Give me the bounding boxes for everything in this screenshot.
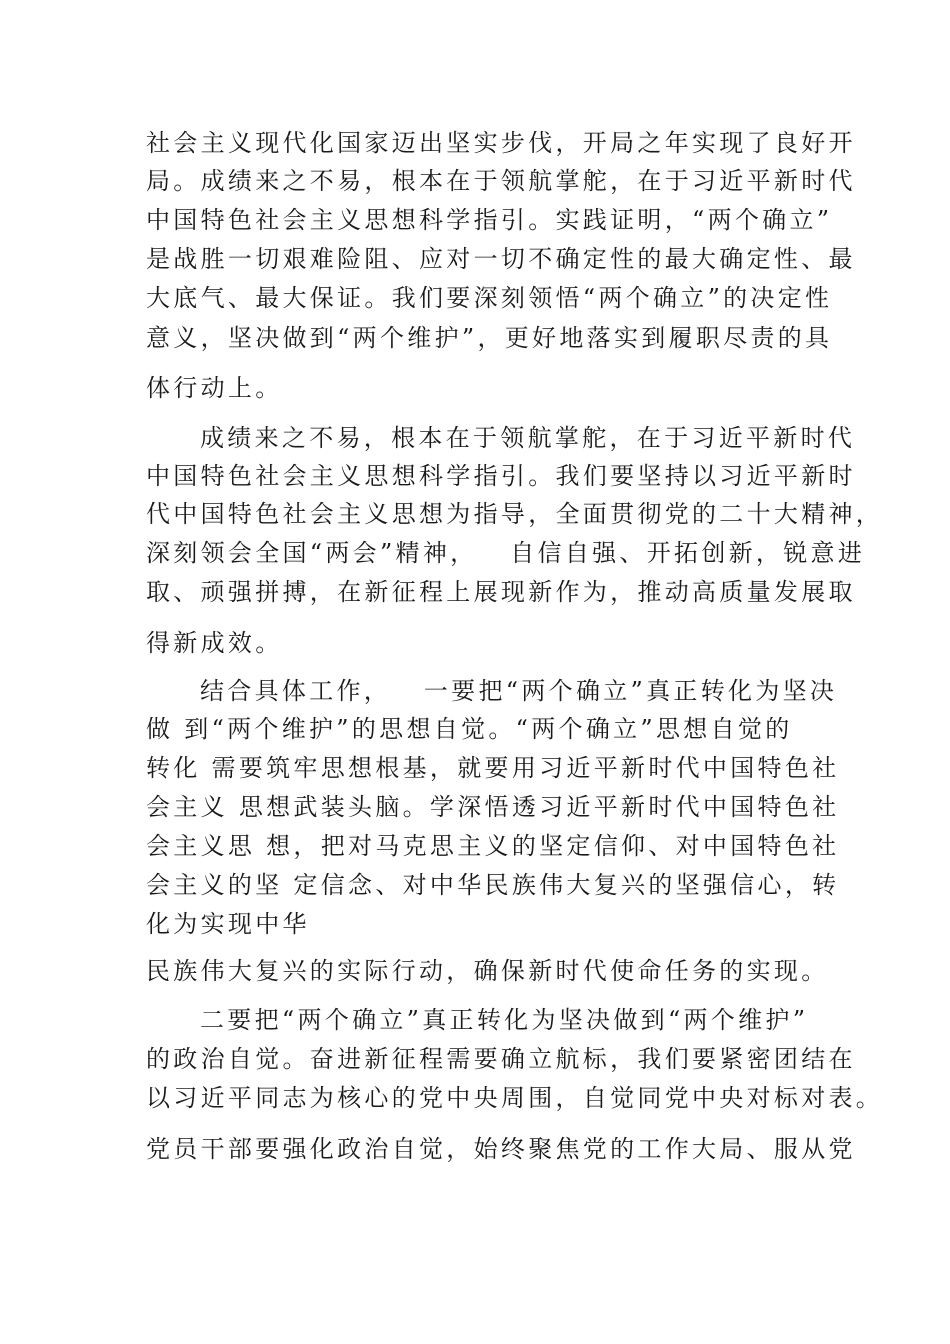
text-line: 取、顽强拼搏，在新征程上展现新作为，推动高质量发展取 [146, 578, 856, 606]
text-line: 民族伟大复兴的实际行动，确保新时代使命任务的实现。 [146, 957, 829, 985]
text-line: 大底气、最大保证。我们要深刻领悟“两个确立”的决定性 [146, 284, 833, 312]
text-line: 结合具体工作， 一要把“两个确立”真正转化为坚决 [200, 677, 838, 705]
text-line: 二要把“两个确立”真正转化为坚决做到“两个维护” [200, 1006, 809, 1034]
text-line: 党员干部要强化政治自觉，始终聚焦党的工作大局、服从党 [146, 1135, 856, 1163]
text-line: 中国特色社会主义思想科学指引。我们要坚持以习近平新时 [146, 462, 856, 490]
text-line: 是战胜一切艰难险阻、应对一切不确定性的最大确定性、最 [146, 245, 856, 273]
text-line: 会主义的坚 定信念、对中华民族伟大复兴的坚强信心，转 [146, 871, 840, 899]
text-line: 做 到“两个维护”的思想自觉。“两个确立”思想自觉的 [146, 715, 793, 743]
text-line: 意义，坚决做到“两个维护”，更好地落实到履职尽责的具 [146, 324, 833, 352]
text-line: 转化 需要筑牢思想根基，就要用习近平新时代中国特色社 [146, 754, 840, 782]
text-line: 成绩来之不易，根本在于领航掌舵，在于习近平新时代 [200, 424, 856, 452]
text-line: 深刻领会全国“两会”精神， 自信自强、开拓创新，锐意进 [146, 539, 866, 567]
text-line: 化为实现中华 [146, 910, 310, 938]
text-line: 社会主义现代化国家迈出坚实步伐，开局之年实现了良好开 [146, 129, 856, 157]
text-line: 体行动上。 [146, 374, 283, 402]
text-line: 的政治自觉。奋进新征程需要确立航标，我们要紧密团结在 [146, 1045, 856, 1073]
text-line: 会主义 思想武装头脑。学深悟透习近平新时代中国特色社 [146, 793, 840, 821]
text-line: 中国特色社会主义思想科学指引。实践证明，“两个确立” [146, 206, 833, 234]
text-line: 会主义思 想，把对马克思主义的坚定信仰、对中国特色社 [146, 832, 840, 860]
text-line: 局。成绩来之不易，根本在于领航掌舵，在于习近平新时代 [146, 167, 856, 195]
text-line: 得新成效。 [146, 629, 283, 657]
text-line: 代中国特色社会主义思想为指导，全面贯彻党的二十大精神， [146, 500, 884, 528]
text-line: 以习近平同志为核心的党中央周围，自觉同党中央对标对表。 [146, 1084, 884, 1112]
